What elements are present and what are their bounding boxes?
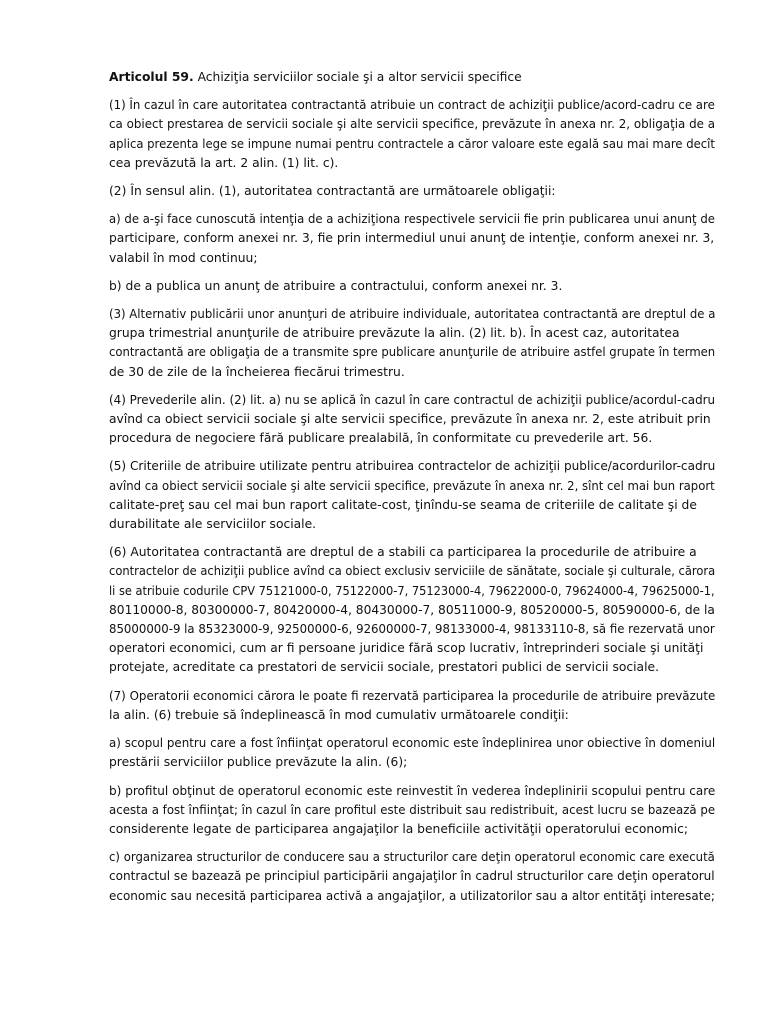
paragraph-line: acesta a fost înfiinţat; în cazul în care profitul este distribuit sau redistribuit, acest lucru se bazează pe xyxy=(109,802,716,817)
paragraph xyxy=(109,391,715,449)
paragraph xyxy=(109,848,715,906)
paragraph-line: b) profitul obţinut de operatorul economic este reinvestit în vederea îndeplinirii scopului pentru care xyxy=(109,783,716,798)
paragraph-line: prestării serviciilor publice prevăzute la alin. (6); xyxy=(109,755,408,770)
paragraph-line: 85000000-9 la 85323000-9, 92500000-6, 92600000-7, 98133000-4, 98133110-8, să fie rezervată unor xyxy=(109,622,715,637)
paragraph-line: protejate, acreditate ca prestatori de servicii sociale, prestatori publici de servicii sociale. xyxy=(109,660,659,675)
document-page xyxy=(109,68,715,915)
paragraph xyxy=(109,543,715,677)
paragraph-line: (6) Autoritatea contractantă are dreptul de a stabili ca participarea la procedurile de atribuire a xyxy=(109,545,697,560)
paragraph-line: (7) Operatorii economici cărora le poate fi rezervată participarea la procedurile de atribuire prevăzute xyxy=(109,688,716,703)
paragraph-line: a) de a-şi face cunoscută intenţia de a achiziţiona respectivele servicii fie prin publicarea unui anunţ de xyxy=(109,212,715,227)
paragraph xyxy=(109,305,715,382)
paragraph xyxy=(109,687,715,725)
paragraph-line: b) de a publica un anunţ de atribuire a contractului, conform anexei nr. 3. xyxy=(109,278,563,293)
paragraph-line: economic sau necesită participarea activă a angajaţilor, a utilizatorilor sau a altor entităţi interesate; xyxy=(109,888,715,903)
paragraph-line: de 30 de zile de la încheierea fiecărui trimestru. xyxy=(109,364,405,379)
paragraph-line: (4) Prevederile alin. (2) lit. a) nu se aplică în cazul în care contractul de achiziţii publice/acordul-cadru xyxy=(109,392,716,407)
paragraph-line: considerente legate de participarea angajaţilor la beneficiile activităţii operatorului economic; xyxy=(109,821,688,836)
paragraph-line: (1) În cazul în care autoritatea contractantă atribuie un contract de achiziţii publice/acord-cadru ce are xyxy=(109,98,715,113)
paragraph xyxy=(109,734,715,772)
paragraph-line: a) scopul pentru care a fost înfiinţat operatorul economic este îndeplinirea unor obiective în domeniul xyxy=(109,736,716,751)
paragraph-line: cea prevăzută la art. 2 alin. (1) lit. c). xyxy=(109,155,339,170)
paragraph-line: durabilitate ale serviciilor sociale. xyxy=(109,517,317,532)
article-heading: Achiziţia serviciilor sociale şi a altor servicii specifice xyxy=(193,70,522,84)
article-body xyxy=(109,96,715,906)
paragraph-line: procedura de negociere fără publicare prealabilă, în conformitate cu prevederile art. 56. xyxy=(109,431,653,446)
paragraph xyxy=(109,210,715,268)
paragraph xyxy=(109,277,715,296)
paragraph-line: li se atribuie codurile CPV 75121000-0, 75122000-7, 75123000-4, 79622000-0, 79624000-4, 79625000-1, xyxy=(109,583,715,598)
paragraph-line: contractantă are obligaţia de a transmite spre publicare anunţurile de atribuire astfel grupate în termen xyxy=(109,345,716,360)
paragraph xyxy=(109,182,715,201)
paragraph-line: ca obiect prestarea de servicii sociale şi alte servicii specifice, prevăzute în anexa nr. 2, obligaţia de a xyxy=(109,117,716,132)
paragraph-line: c) organizarea structurilor de conducere sau a structurilor care deţin operatorul economic care execută xyxy=(109,850,715,865)
paragraph-line: (2) În sensul alin. (1), autoritatea contractantă are următoarele obligaţii: xyxy=(109,184,556,199)
article-title xyxy=(109,68,715,87)
paragraph-line: valabil în mod continuu; xyxy=(109,250,258,265)
paragraph-line: contractelor de achiziţii publice avînd ca obiect exclusiv serviciile de sănătate, sociale şi culturale, cărora xyxy=(109,564,716,579)
paragraph-line: (5) Criteriile de atribuire utilizate pentru atribuirea contractelor de achiziţii publice/acordurilor-cadru xyxy=(109,459,716,474)
paragraph-line: contractul se bazează pe principiul participării angajaţilor în cadrul structurilor care deţin operatorul xyxy=(109,869,715,884)
paragraph xyxy=(109,457,715,534)
paragraph-line: calitate-preţ sau cel mai bun raport calitate-cost, ţinîndu-se seama de criteriile de calitate şi de xyxy=(109,497,697,512)
paragraph-line: aplica prezenta lege se impune numai pentru contractele a căror valoare este egală sau mai mare decît xyxy=(109,136,715,151)
paragraph-line: 80110000-8, 80300000-7, 80420000-4, 80430000-7, 80511000-9, 80520000-5, 80590000-6, de la xyxy=(109,602,715,617)
paragraph-line: operatori economici, cum ar fi persoane juridice fără scop lucrativ, întreprinderi sociale şi unităţi xyxy=(109,641,704,656)
paragraph-line: avînd ca obiect servicii sociale şi alte servicii specifice, prevăzute în anexa nr. 2, este atribuit prin xyxy=(109,412,711,427)
paragraph-line: participare, conform anexei nr. 3, fie prin intermediul unui anunţ de intenţie, conform anexei nr. 3, xyxy=(109,231,715,246)
paragraph-line: grupa trimestrial anunţurile de atribuire prevăzute la alin. (2) lit. b). În acest caz, autoritatea xyxy=(109,326,680,341)
article-label: Articolul 59. xyxy=(109,70,194,84)
paragraph-line: la alin. (6) trebuie să îndeplinească în mod cumulativ următoarele condiţii: xyxy=(109,707,569,722)
paragraph xyxy=(109,782,715,840)
paragraph-line: avînd ca obiect servicii sociale şi alte servicii specifice, prevăzute în anexa nr. 2, sînt cel mai bun raport xyxy=(109,478,715,493)
paragraph xyxy=(109,96,715,173)
paragraph-line: (3) Alternativ publicării unor anunţuri de atribuire individuale, autoritatea contractantă are dreptul de a xyxy=(109,307,716,322)
